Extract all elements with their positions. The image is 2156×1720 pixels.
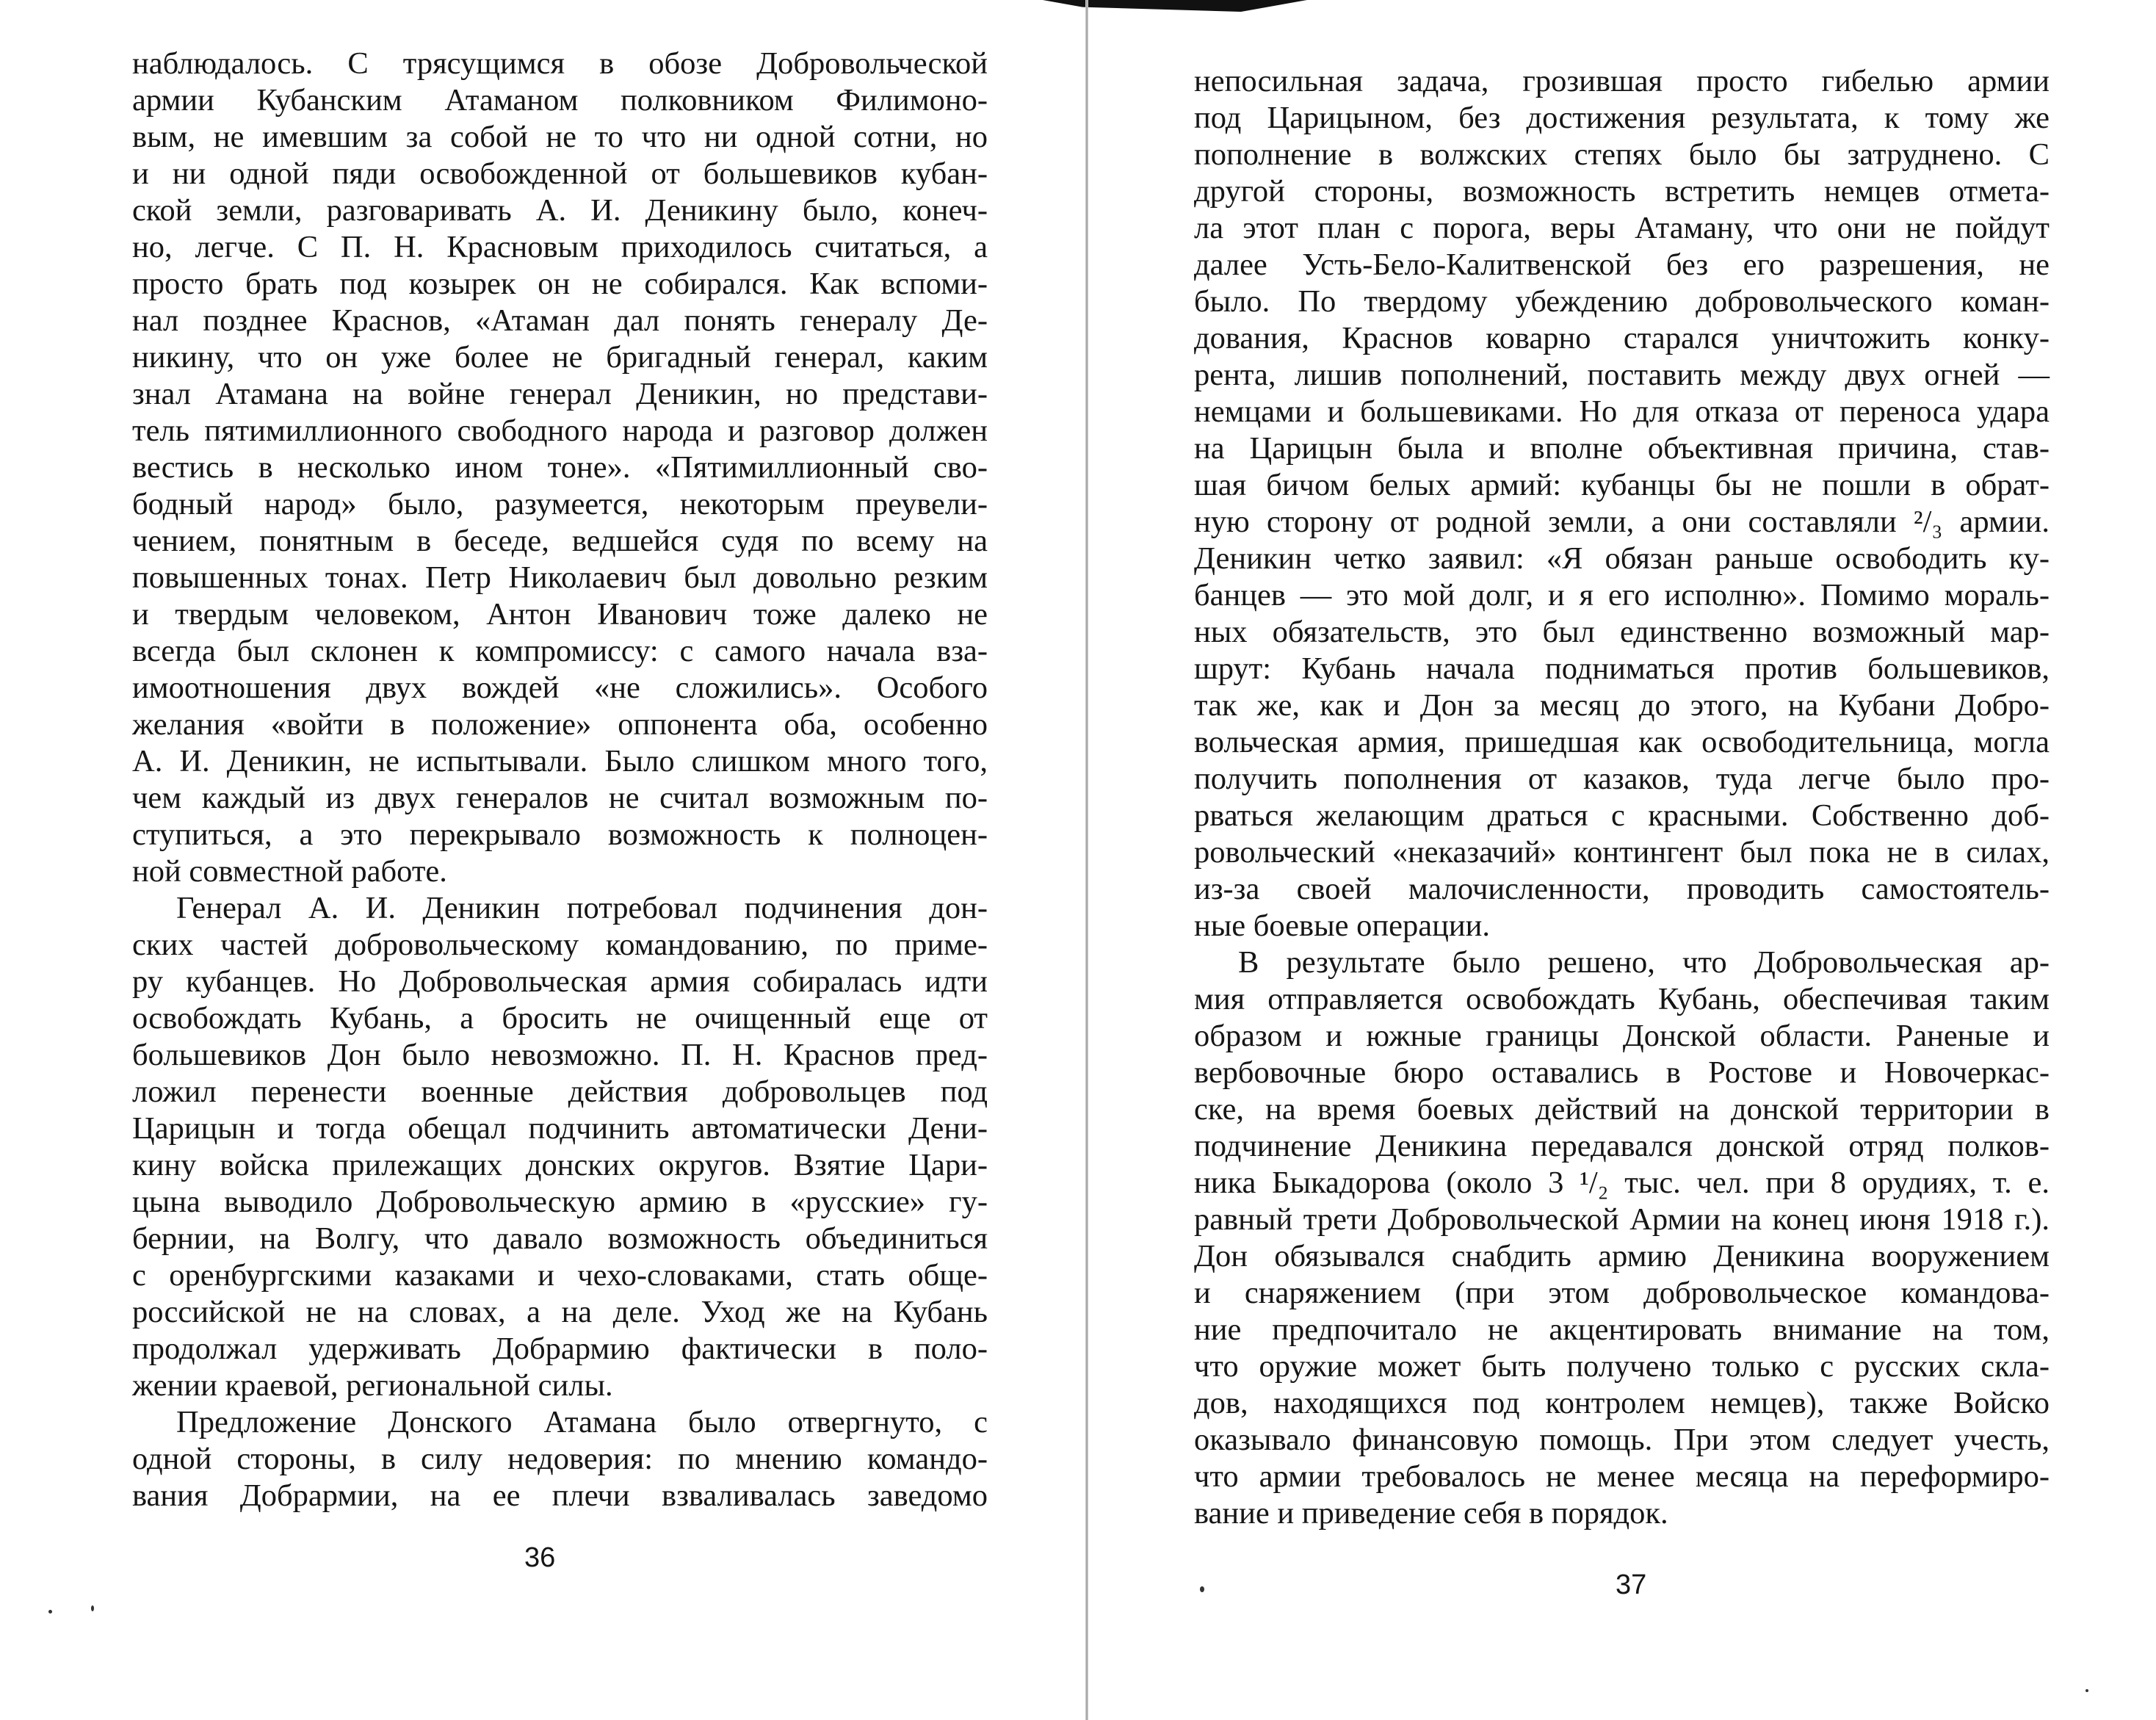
text-line: ской земли, разговаривать А. И. Деникину было, конеч- <box>132 193 988 228</box>
text-line: непосильная задача, грозившая просто гибелью армии <box>1194 64 2050 98</box>
text-line: вольческая армия, пришедшая как освободительница, могла <box>1194 725 2050 759</box>
text-line: ступиться, а это перекрывало возможность к полноцен- <box>132 817 988 852</box>
text-line: ровольческий «неказачий» контингент был пока не в силах, <box>1194 835 2050 870</box>
text-line: бернии, на Волгу, что давало возможность объединиться <box>132 1221 988 1256</box>
text-line: из-за своей малочисленности, проводить самостоятель- <box>1194 872 2050 906</box>
text-line: бодный народ» было, разумеется, некоторым преувели- <box>132 487 988 521</box>
text-line: шрут: Кубань начала подниматься против большевиков, <box>1194 651 2050 686</box>
text-line: образом и южные границы Донской области. Раненые и <box>1194 1019 2050 1053</box>
text-line: Деникин четко заявил: «Я обязан раньше освободить ку- <box>1194 541 2050 576</box>
text-line: ских частей добровольческому командованию, по приме- <box>132 928 988 962</box>
scan-speck <box>1200 1586 1204 1592</box>
text-line: Генерал А. И. Деникин потребовал подчинения дон- <box>176 891 988 925</box>
text-line: на Царицын была и вполне объективная причина, став- <box>1194 431 2050 466</box>
page-number: 37 <box>1616 1569 1647 1600</box>
text-line: оказывало финансовую помощь. При этом следует учесть, <box>1194 1423 2050 1457</box>
text-line: всегда был склонен к компромиссу: с самого начала вза- <box>132 634 988 668</box>
right-page-body <box>1194 63 2050 1532</box>
text-line: Дон обязывался снабдить армию Деникина вооружением <box>1194 1239 2050 1273</box>
text-line: дов, находящихся под контролем немцев), также Войско <box>1194 1386 2050 1420</box>
text-line: имоотношения двух вождей «не сложились». Особого <box>132 671 988 705</box>
scan-speck <box>2086 1689 2088 1692</box>
text-line: так же, как и Дон за месяц до этого, на Кубани Добро- <box>1194 688 2050 723</box>
text-line: дования, Краснов коварно старался уничтожить конку- <box>1194 321 2050 355</box>
text-line: одной стороны, в силу недоверия: по мнению командо- <box>132 1442 988 1476</box>
text-line: и твердым человеком, Антон Иванович тоже далеко не <box>132 597 988 632</box>
text-line: подчинение Деникина передавался донской отряд полков- <box>1194 1129 2050 1163</box>
text-line: повышенных тонах. Петр Николаевич был довольно резким <box>132 560 988 595</box>
text-line: ние предпочитало не акцентировать внимание на том, <box>1194 1312 2050 1347</box>
text-line: чением, понятным в беседе, ведшейся судя по всему на <box>132 524 988 558</box>
text-line: шая бичом белых армий: кубанцы бы не пошли в обрат- <box>1194 468 2050 502</box>
text-line: немцами и большевиками. Но для отказа от переноса удара <box>1194 394 2050 429</box>
text-line: что оружие может быть получено только с русских скла- <box>1194 1349 2050 1384</box>
text-line: получить пополнения от казаков, туда легче было про- <box>1194 762 2050 796</box>
text-line: и снаряжением (при этом добровольческое командова- <box>1194 1276 2050 1310</box>
text-line: другой стороны, возможность встретить немцев отмета- <box>1194 174 2050 209</box>
text-line: тель пятимиллионного свободного народа и разговор должен <box>132 413 988 448</box>
text-line: вестись в несколько ином тоне». «Пятимиллионный сво- <box>132 450 988 485</box>
scan-speck <box>48 1610 52 1614</box>
left-page-body <box>132 46 988 1514</box>
text-line: Предложение Донского Атамана было отвергнуто, с <box>176 1405 988 1439</box>
text-line: продолжал удерживать Добрармию фактически в поло- <box>132 1331 988 1366</box>
text-line: под Царицыном, без достижения результата, к тому же <box>1194 101 2050 135</box>
text-line: ных обязательств, это был единственно возможный мар- <box>1194 615 2050 649</box>
text-line: равный трети Добровольческой Армии на конец июня 1918 г.). <box>1194 1202 2050 1237</box>
text-line: наблюдалось. С трясущимся в обозе Добровольческой <box>132 46 988 81</box>
text-line: армии Кубанским Атаманом полковником Филимоно- <box>132 83 988 118</box>
text-line: вание и приведение себя в порядок. <box>1194 1496 1668 1531</box>
text-line: В результате было решено, что Добровольческая ар- <box>1238 945 2050 980</box>
text-line: рваться желающим драться с красными. Собственно доб- <box>1194 798 2050 833</box>
text-line: далее Усть-Бело-Калитвенской без его разрешения, не <box>1194 247 2050 282</box>
text-line: и ни одной пяди освобожденной от большевиков кубан- <box>132 156 988 191</box>
text-line: ные боевые операции. <box>1194 908 1490 943</box>
text-line: ске, на время боевых действий на донской территории в <box>1194 1092 2050 1127</box>
text-line: вым, не имевшим за собой не то что ни одной сотни, но <box>132 120 988 154</box>
text-line: ную сторону от родной земли, а они составляли ²/₃ армии. <box>1194 505 2050 539</box>
text-line: вания Добрармии, на ее плечи взваливалась заведомо <box>132 1478 988 1513</box>
scan-speck <box>91 1605 94 1611</box>
text-line: с оренбургскими казаками и чехо-словаками, стать обще- <box>132 1258 988 1293</box>
text-line: вербовочные бюро оставались в Ростове и Новочеркас- <box>1194 1055 2050 1090</box>
text-line: что армии требовалось не менее месяца на переформиро- <box>1194 1459 2050 1494</box>
text-line: кину войска прилежащих донских округов. Взятие Цари- <box>132 1148 988 1182</box>
text-line: просто брать под козырек он не собирался. Как вспоми- <box>132 267 988 301</box>
text-line: желания «войти в положение» оппонента оба, особенно <box>132 707 988 742</box>
text-line: пополнение в волжских степях было бы затруднено. С <box>1194 137 2050 172</box>
text-line: чем каждый из двух генералов не считал возможным по- <box>132 781 988 815</box>
text-line: но, легче. С П. Н. Красновым приходилось считаться, а <box>132 230 988 264</box>
text-line: рента, лишив пополнений, поставить между двух огней — <box>1194 358 2050 392</box>
text-line: нал позднее Краснов, «Атаман дал понять генералу Де- <box>132 303 988 338</box>
text-line: ру кубанцев. Но Добровольческая армия собиралась идти <box>132 964 988 999</box>
text-line: цына выводило Добровольческую армию в «русские» гу- <box>132 1185 988 1219</box>
text-line: А. И. Деникин, не испытывали. Было слишком много того, <box>132 744 988 778</box>
text-line: банцев — это мой долг, и я его исполню». Помимо мораль- <box>1194 578 2050 613</box>
text-line: жении краевой, региональной силы. <box>132 1368 613 1403</box>
text-line: ла этот план с порога, веры Атаману, что они не пойдут <box>1194 211 2050 245</box>
text-line: ложил перенести военные действия добровольцев под <box>132 1074 988 1109</box>
text-line: никину, что он уже более не бригадный генерал, каким <box>132 340 988 375</box>
text-line: освобождать Кубань, а бросить не очищенный еще от <box>132 1001 988 1036</box>
right-page <box>1087 0 2156 1720</box>
text-line: большевиков Дон было невозможно. П. Н. Краснов пред- <box>132 1038 988 1072</box>
text-line: мия отправляется освобождать Кубань, обеспечивая таким <box>1194 982 2050 1016</box>
page-number: 36 <box>524 1542 556 1573</box>
text-line: российской не на словах, а на деле. Уход же на Кубань <box>132 1295 988 1329</box>
text-line: ника Быкадорова (около 3 ¹/₂ тыс. чел. при 8 орудиях, т. е. <box>1194 1166 2050 1200</box>
text-line: знал Атамана на войне генерал Деникин, но представи- <box>132 377 988 411</box>
text-line: Царицын и тогда обещал подчинить автоматически Дени- <box>132 1111 988 1146</box>
text-line: ной совместной работе. <box>132 854 447 889</box>
text-line: было. По твердому убеждению добровольческого коман- <box>1194 284 2050 319</box>
